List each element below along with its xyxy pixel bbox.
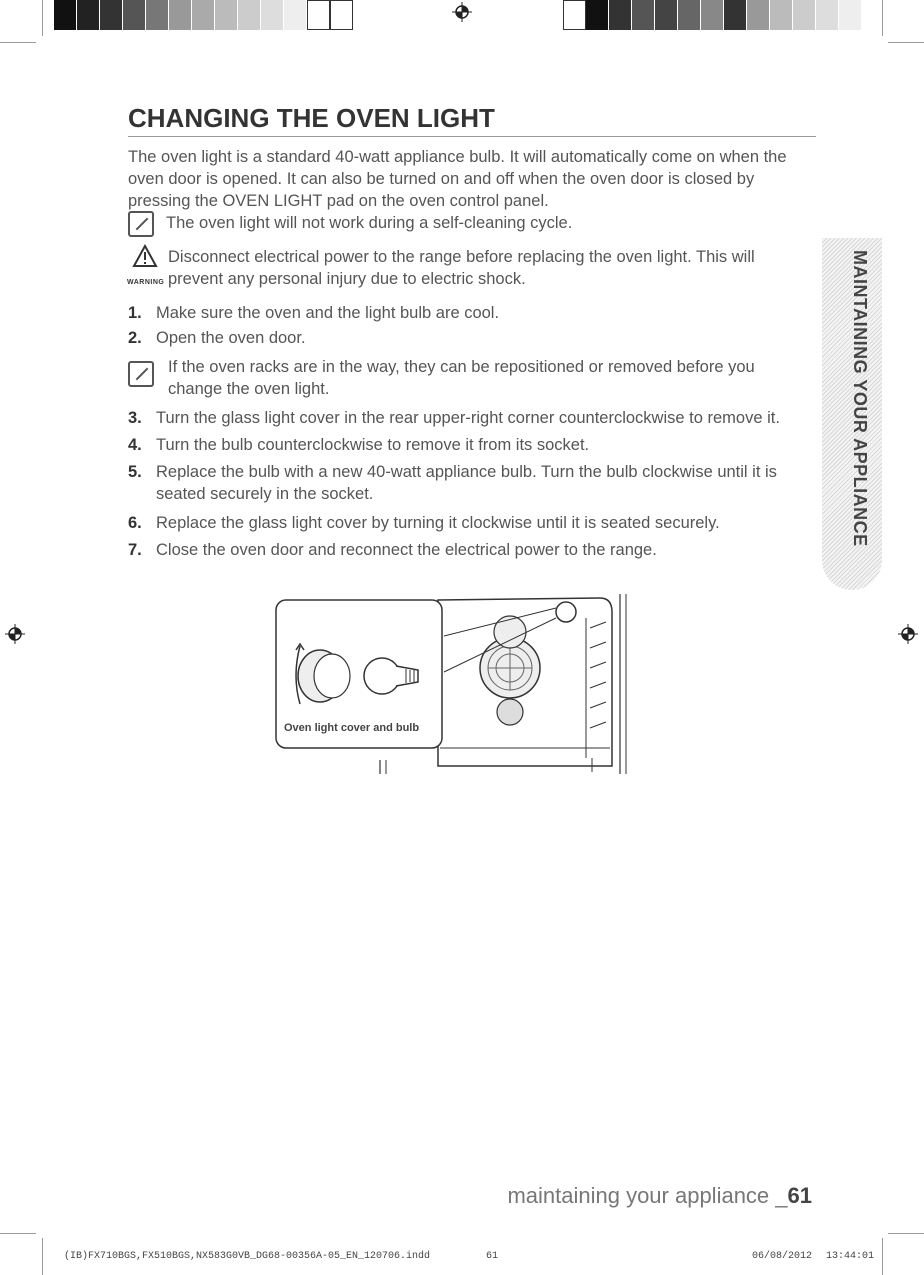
crop-mark: [42, 0, 43, 36]
crop-mark: [42, 1238, 43, 1275]
list-item: [128, 539, 828, 561]
step-number: 2.: [128, 329, 142, 347]
oven-light-illustration: [270, 588, 640, 778]
crop-mark: [0, 42, 36, 43]
step-text: Make sure the oven and the light bulb are cool.: [156, 304, 500, 322]
list-item: [128, 512, 828, 534]
color-bar-left: [54, 0, 353, 30]
footer-section-label: maintaining your appliance _: [507, 1183, 788, 1208]
step-text: Turn the bulb counterclockwise to remove it from its socket.: [156, 436, 590, 454]
slug-time: 13:44:01: [826, 1251, 875, 1262]
page-number: 61: [787, 1183, 812, 1208]
registration-mark-icon: [452, 2, 472, 22]
step-text: Replace the glass light cover by turning it clockwise until it is seated securely.: [156, 514, 720, 532]
step-number: 1.: [128, 304, 142, 322]
step-number: 6.: [128, 514, 142, 532]
registration-mark-icon: [5, 624, 25, 644]
figure-caption: Oven light cover and bulb: [284, 722, 420, 734]
note-icon: [128, 211, 154, 237]
list-item: [128, 407, 828, 429]
side-tab-label: MAINTAINING YOUR APPLIANCE: [850, 250, 870, 547]
crop-mark: [882, 0, 883, 36]
warning-triangle-icon: [132, 244, 158, 268]
list-item: [128, 302, 828, 324]
warning-label: WARNING: [127, 279, 165, 286]
step-text: Open the oven door.: [156, 329, 306, 347]
page-title: CHANGING THE OVEN LIGHT: [128, 103, 816, 137]
crop-mark: [0, 1233, 36, 1234]
step-text: Replace the bulb with a new 40-watt appliance bulb. Turn the bulb clockwise until it is seated securely in the socket.: [156, 463, 777, 503]
registration-mark-icon: [898, 624, 918, 644]
color-bar-right: [563, 0, 862, 30]
step-number: 3.: [128, 409, 142, 427]
list-item: [128, 327, 828, 349]
note-icon: [128, 361, 154, 387]
list-item: [128, 461, 828, 505]
note-text: If the oven racks are in the way, they can be repositioned or removed before you change the oven light.: [168, 358, 755, 398]
warning-text: Disconnect electrical power to the range before replacing the oven light. This will prevent any personal injury due to electric shock.: [168, 248, 755, 288]
note-text: The oven light will not work during a self-cleaning cycle.: [166, 214, 573, 232]
slug-date: 06/08/2012: [752, 1251, 813, 1262]
crop-mark: [888, 1233, 924, 1234]
crop-mark: [888, 42, 924, 43]
step-text: Close the oven door and reconnect the electrical power to the range.: [156, 541, 657, 559]
step-number: 5.: [128, 463, 142, 481]
step-number: 4.: [128, 436, 142, 454]
slug-page: 61: [486, 1251, 499, 1262]
step-number: 7.: [128, 541, 142, 559]
footer-section-title: [507, 1183, 812, 1209]
list-item: [128, 434, 828, 456]
slug-filename: (IB)FX710BGS,FX510BGS,NX583G0VB_DG68-00356A-05_EN_120706.indd: [64, 1251, 431, 1262]
step-text: Turn the glass light cover in the rear upper-right corner counterclockwise to remove it.: [156, 409, 780, 427]
intro-paragraph: The oven light is a standard 40-watt appliance bulb. It will automatically come on when the oven door is opened. It can also be turned on and off when the oven door is closed by pressing the OVEN LIGHT pad on the oven control panel.: [128, 148, 787, 210]
crop-mark: [882, 1238, 883, 1275]
